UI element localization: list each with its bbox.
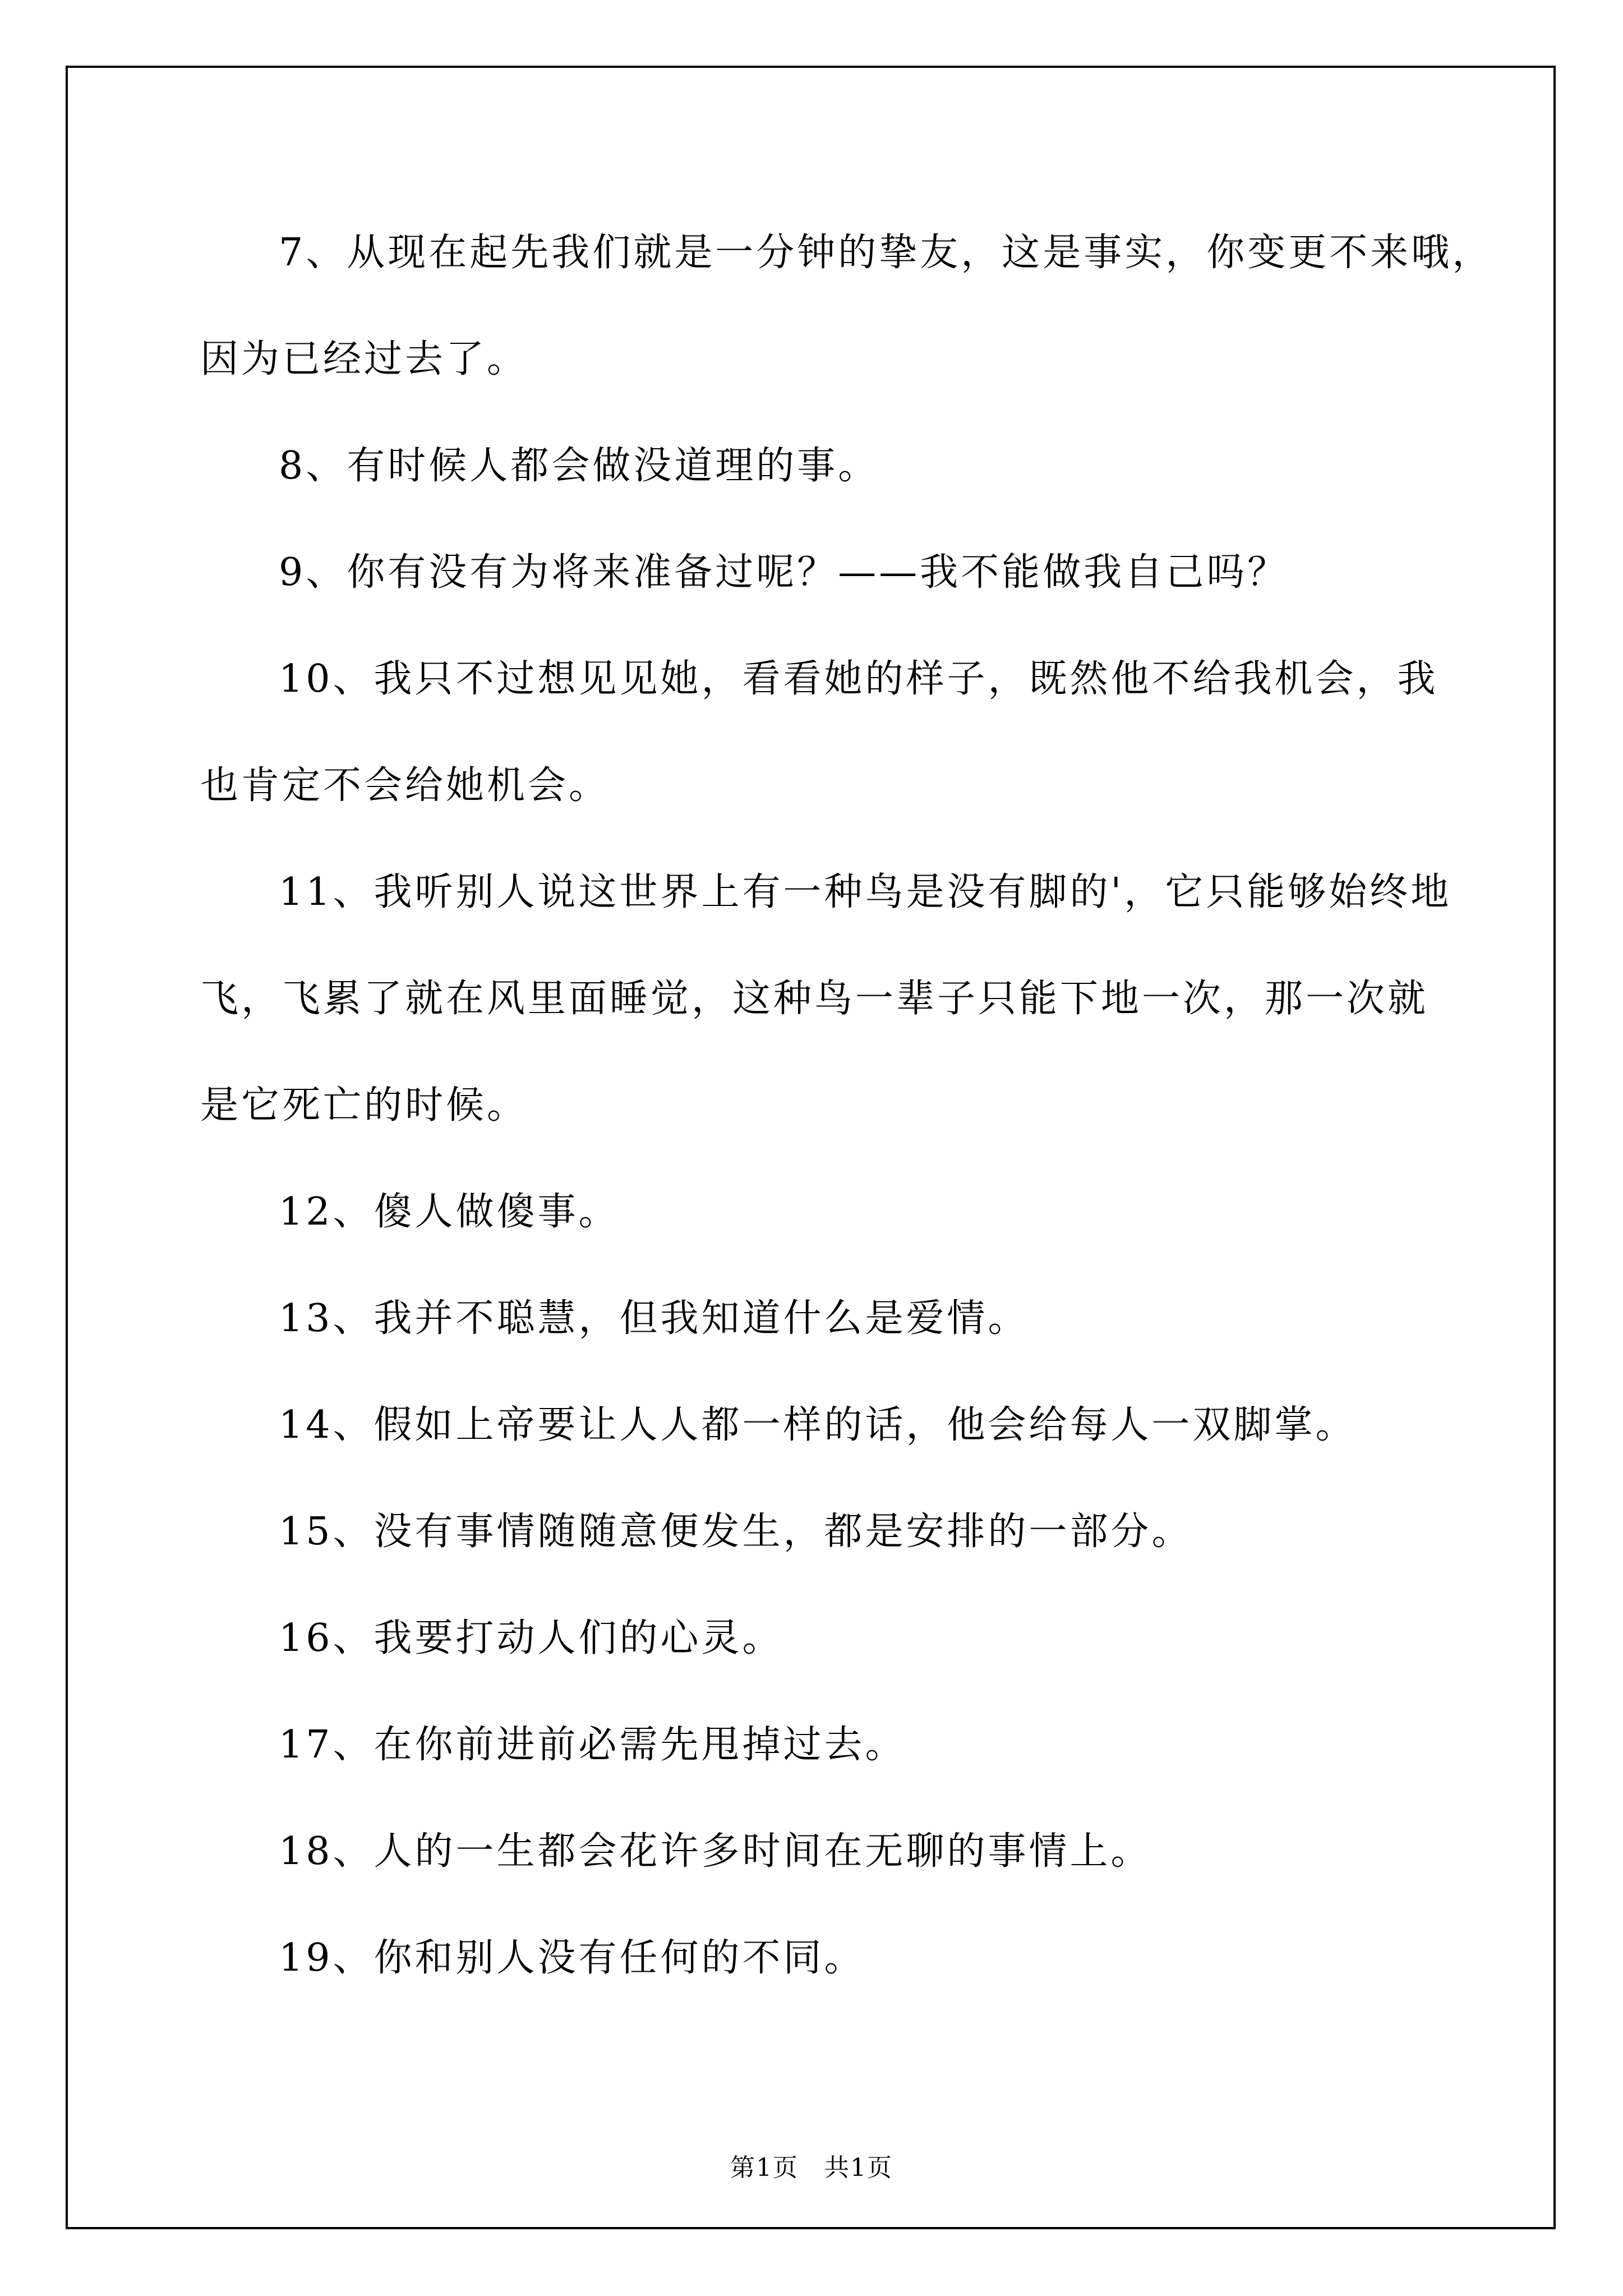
paragraph-line: 10、我只不过想见见她，看看她的样子，既然他不给我机会，我 <box>279 657 1438 701</box>
paragraph-13 <box>200 1266 1445 1372</box>
paragraph-10 <box>200 626 1445 839</box>
paragraph-16 <box>200 1585 1445 1692</box>
paragraph-14 <box>200 1372 1445 1479</box>
paragraph-line: 8、有时候人都会做没道理的事。 <box>279 444 879 488</box>
paragraph-line: 11、我听别人说这世界上有一种鸟是没有脚的'，它只能够始终地 <box>279 870 1452 914</box>
paragraph-line: 因为已经过去了。 <box>200 337 528 381</box>
paragraph-19 <box>200 1905 1445 2012</box>
paragraph-line: 7、从现在起先我们就是一分钟的挚友，这是事实，你变更不来哦， <box>279 231 1493 275</box>
paragraph-line: 是它死亡的时候。 <box>200 1083 528 1128</box>
paragraph-17 <box>200 1692 1445 1798</box>
paragraph-line: 16、我要打动人们的心灵。 <box>279 1616 783 1660</box>
paragraph-8 <box>200 413 1445 519</box>
paragraph-line: 9、你有没有为将来准备过呢？——我不能做我自己吗？ <box>279 550 1289 595</box>
paragraph-line: 13、我并不聪慧，但我知道什么是爱情。 <box>279 1296 1029 1341</box>
paragraph-line: 19、你和别人没有任何的不同。 <box>279 1936 865 1980</box>
paragraph-line: 12、傻人做傻事。 <box>279 1190 620 1234</box>
paragraph-line: 17、在你前进前必需先甩掉过去。 <box>279 1723 906 1767</box>
paragraph-line: 14、假如上帝要让人人都一样的话，他会给每人一双脚掌。 <box>279 1403 1357 1447</box>
paragraph-18 <box>200 1798 1445 1905</box>
paragraph-11 <box>200 839 1452 1159</box>
paragraph-line: 15、没有事情随随意便发生，都是安排的一部分。 <box>279 1510 1193 1554</box>
paragraph-line: 飞，飞累了就在风里面睡觉，这种鸟一辈子只能下地一次，那一次就 <box>200 977 1429 1021</box>
paragraph-7 <box>200 200 1493 413</box>
paragraph-line: 也肯定不会给她机会。 <box>200 763 610 808</box>
page-number-footer: 第1页 共1页 <box>730 2154 893 2182</box>
paragraph-line: 18、人的一生都会花许多时间在无聊的事情上。 <box>279 1829 1152 1874</box>
paragraph-15 <box>200 1479 1445 1585</box>
paragraph-9 <box>200 519 1445 626</box>
paragraph-12 <box>200 1159 1445 1266</box>
